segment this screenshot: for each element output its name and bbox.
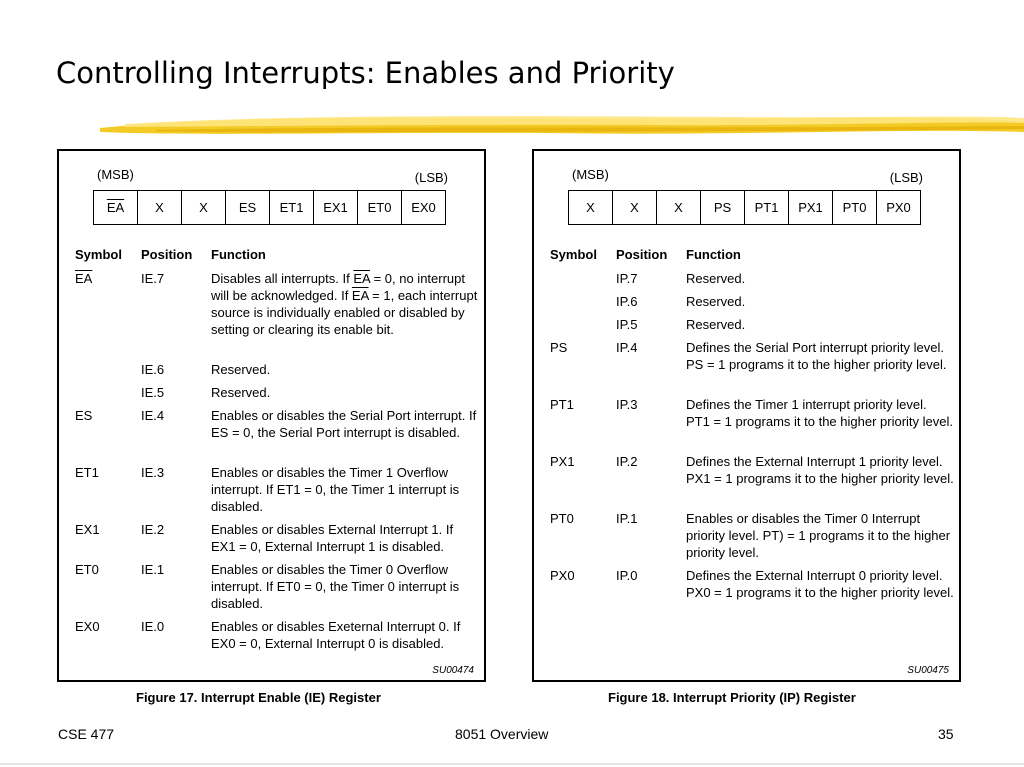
- symbol-cell: PS: [550, 340, 568, 355]
- bit-cell: EX0: [402, 191, 446, 225]
- position-cell: IE.2: [141, 522, 165, 537]
- symbol-cell: PX1: [550, 454, 575, 469]
- footer-topic: 8051 Overview: [455, 726, 549, 742]
- function-cell: Defines the Timer 1 interrupt priority level. PT1 = 1 programs it to the higher priority level.: [686, 397, 953, 429]
- symbol-cell: EX1: [75, 522, 100, 537]
- page-title: Controlling Interrupts: Enables and Priority: [56, 56, 675, 90]
- function-cell: Enables or disables the Timer 0 Interrupt priority level. PT) = 1 programs it to the higher priority level.: [686, 511, 951, 560]
- bit-cell: PX0: [877, 191, 921, 225]
- symbol-cell: PT0: [550, 511, 574, 526]
- bit-cell: ET0: [358, 191, 402, 225]
- symbol-header: Symbol: [550, 247, 597, 262]
- symbol-cell: ET1: [75, 465, 99, 480]
- position-cell: IP.7: [616, 271, 638, 286]
- footer-divider: [0, 763, 1024, 765]
- bit-cell: PT0: [833, 191, 877, 225]
- lsb-label: (LSB): [414, 170, 448, 185]
- position-cell: IP.4: [616, 340, 638, 355]
- position-cell: IE.0: [141, 619, 165, 634]
- ip-register-bits: [568, 190, 921, 225]
- function-cell: Defines the Serial Port interrupt priority level. PS = 1 programs it to the higher priority level.: [686, 340, 947, 372]
- position-cell: IP.6: [616, 294, 638, 309]
- position-cell: IP.0: [616, 568, 638, 583]
- symbol-header: Symbol: [75, 247, 122, 262]
- footer-course: CSE 477: [58, 726, 115, 742]
- symbol-cell: ES: [75, 408, 93, 423]
- position-cell: IE.6: [141, 362, 165, 377]
- position-cell: IE.5: [141, 385, 165, 400]
- function-cell: Enables or disables the Timer 0 Overflow interrupt. If ET0 = 0, the Timer 0 interrupt is disabled.: [211, 562, 460, 611]
- function-cell: Reserved.: [211, 385, 271, 400]
- function-cell: Defines the External Interrupt 0 priority level. PX0 = 1 programs it to the higher priority level.: [686, 568, 954, 600]
- position-cell: IE.1: [141, 562, 165, 577]
- lsb-label: (LSB): [889, 170, 923, 185]
- position-cell: IP.1: [616, 511, 638, 526]
- bit-cell: PS: [701, 191, 745, 225]
- bit-cell: ES: [226, 191, 270, 225]
- function-cell: Reserved.: [686, 317, 746, 332]
- function-header: Function: [211, 247, 266, 262]
- symbol-cell: ET0: [75, 562, 99, 577]
- function-cell: Enables or disables the Timer 1 Overflow interrupt. If ET1 = 0, the Timer 1 interrupt is disabled.: [211, 465, 460, 514]
- function-cell: Reserved.: [686, 294, 746, 309]
- msb-label: (MSB): [97, 167, 134, 182]
- slide-number: 35: [938, 726, 954, 742]
- symbol-cell: PX0: [550, 568, 575, 583]
- position-cell: IP.5: [616, 317, 638, 332]
- symbol-cell: EX0: [75, 619, 100, 634]
- ie-register-figure: [57, 149, 486, 682]
- msb-label: (MSB): [572, 167, 609, 182]
- function-cell: Disables all interrupts. If $\overline{EA} = 0$, no interrupt will be acknowledged. If $\overline{EA} = 1$, each interrupt source is individually enabled or disabled by setting or clearing its enable bit.: [211, 271, 478, 337]
- figure-code: SU00474: [432, 665, 474, 676]
- position-cell: IE.3: [141, 465, 165, 480]
- ip-figure-caption: Figure 18. Interrupt Priority (IP) Register: [608, 690, 856, 705]
- bit-cell: X: [569, 191, 613, 225]
- ie-register-bits: [93, 190, 446, 225]
- bit-cell: $\overline{EA}$: [94, 191, 138, 225]
- figure-code: SU00475: [907, 665, 949, 676]
- bit-cell: X: [182, 191, 226, 225]
- function-cell: Enables or disables Exeternal Interrupt 0. If EX0 = 0, External Interrupt 0 is disabled.: [211, 619, 461, 651]
- bit-cell: X: [657, 191, 701, 225]
- bit-cell: PX1: [789, 191, 833, 225]
- position-header: Position: [141, 247, 193, 262]
- function-cell: Reserved.: [211, 362, 271, 377]
- position-cell: IE.4: [141, 408, 165, 423]
- symbol-cell: PT1: [550, 397, 574, 412]
- ip-register-figure: [532, 149, 961, 682]
- bit-cell: X: [613, 191, 657, 225]
- function-cell: Defines the External Interrupt 1 priority level. PX1 = 1 programs it to the higher priority level.: [686, 454, 954, 486]
- bit-cell: ET1: [270, 191, 314, 225]
- function-cell: Reserved.: [686, 271, 746, 286]
- function-header: Function: [686, 247, 741, 262]
- bit-cell: PT1: [745, 191, 789, 225]
- ie-figure-caption: Figure 17. Interrupt Enable (IE) Register: [136, 690, 381, 705]
- highlighter-stroke-decoration: [95, 106, 1024, 142]
- position-cell: IE.7: [141, 271, 165, 286]
- position-cell: IP.2: [616, 454, 638, 469]
- symbol-cell: $\overline{EA}$: [75, 271, 93, 286]
- bit-cell: X: [138, 191, 182, 225]
- bit-cell: EX1: [314, 191, 358, 225]
- position-header: Position: [616, 247, 668, 262]
- function-cell: Enables or disables the Serial Port interrupt. If ES = 0, the Serial Port interrupt is disabled.: [211, 408, 477, 440]
- function-cell: Enables or disables External Interrupt 1. If EX1 = 0, External Interrupt 1 is disabled.: [211, 522, 454, 554]
- position-cell: IP.3: [616, 397, 638, 412]
